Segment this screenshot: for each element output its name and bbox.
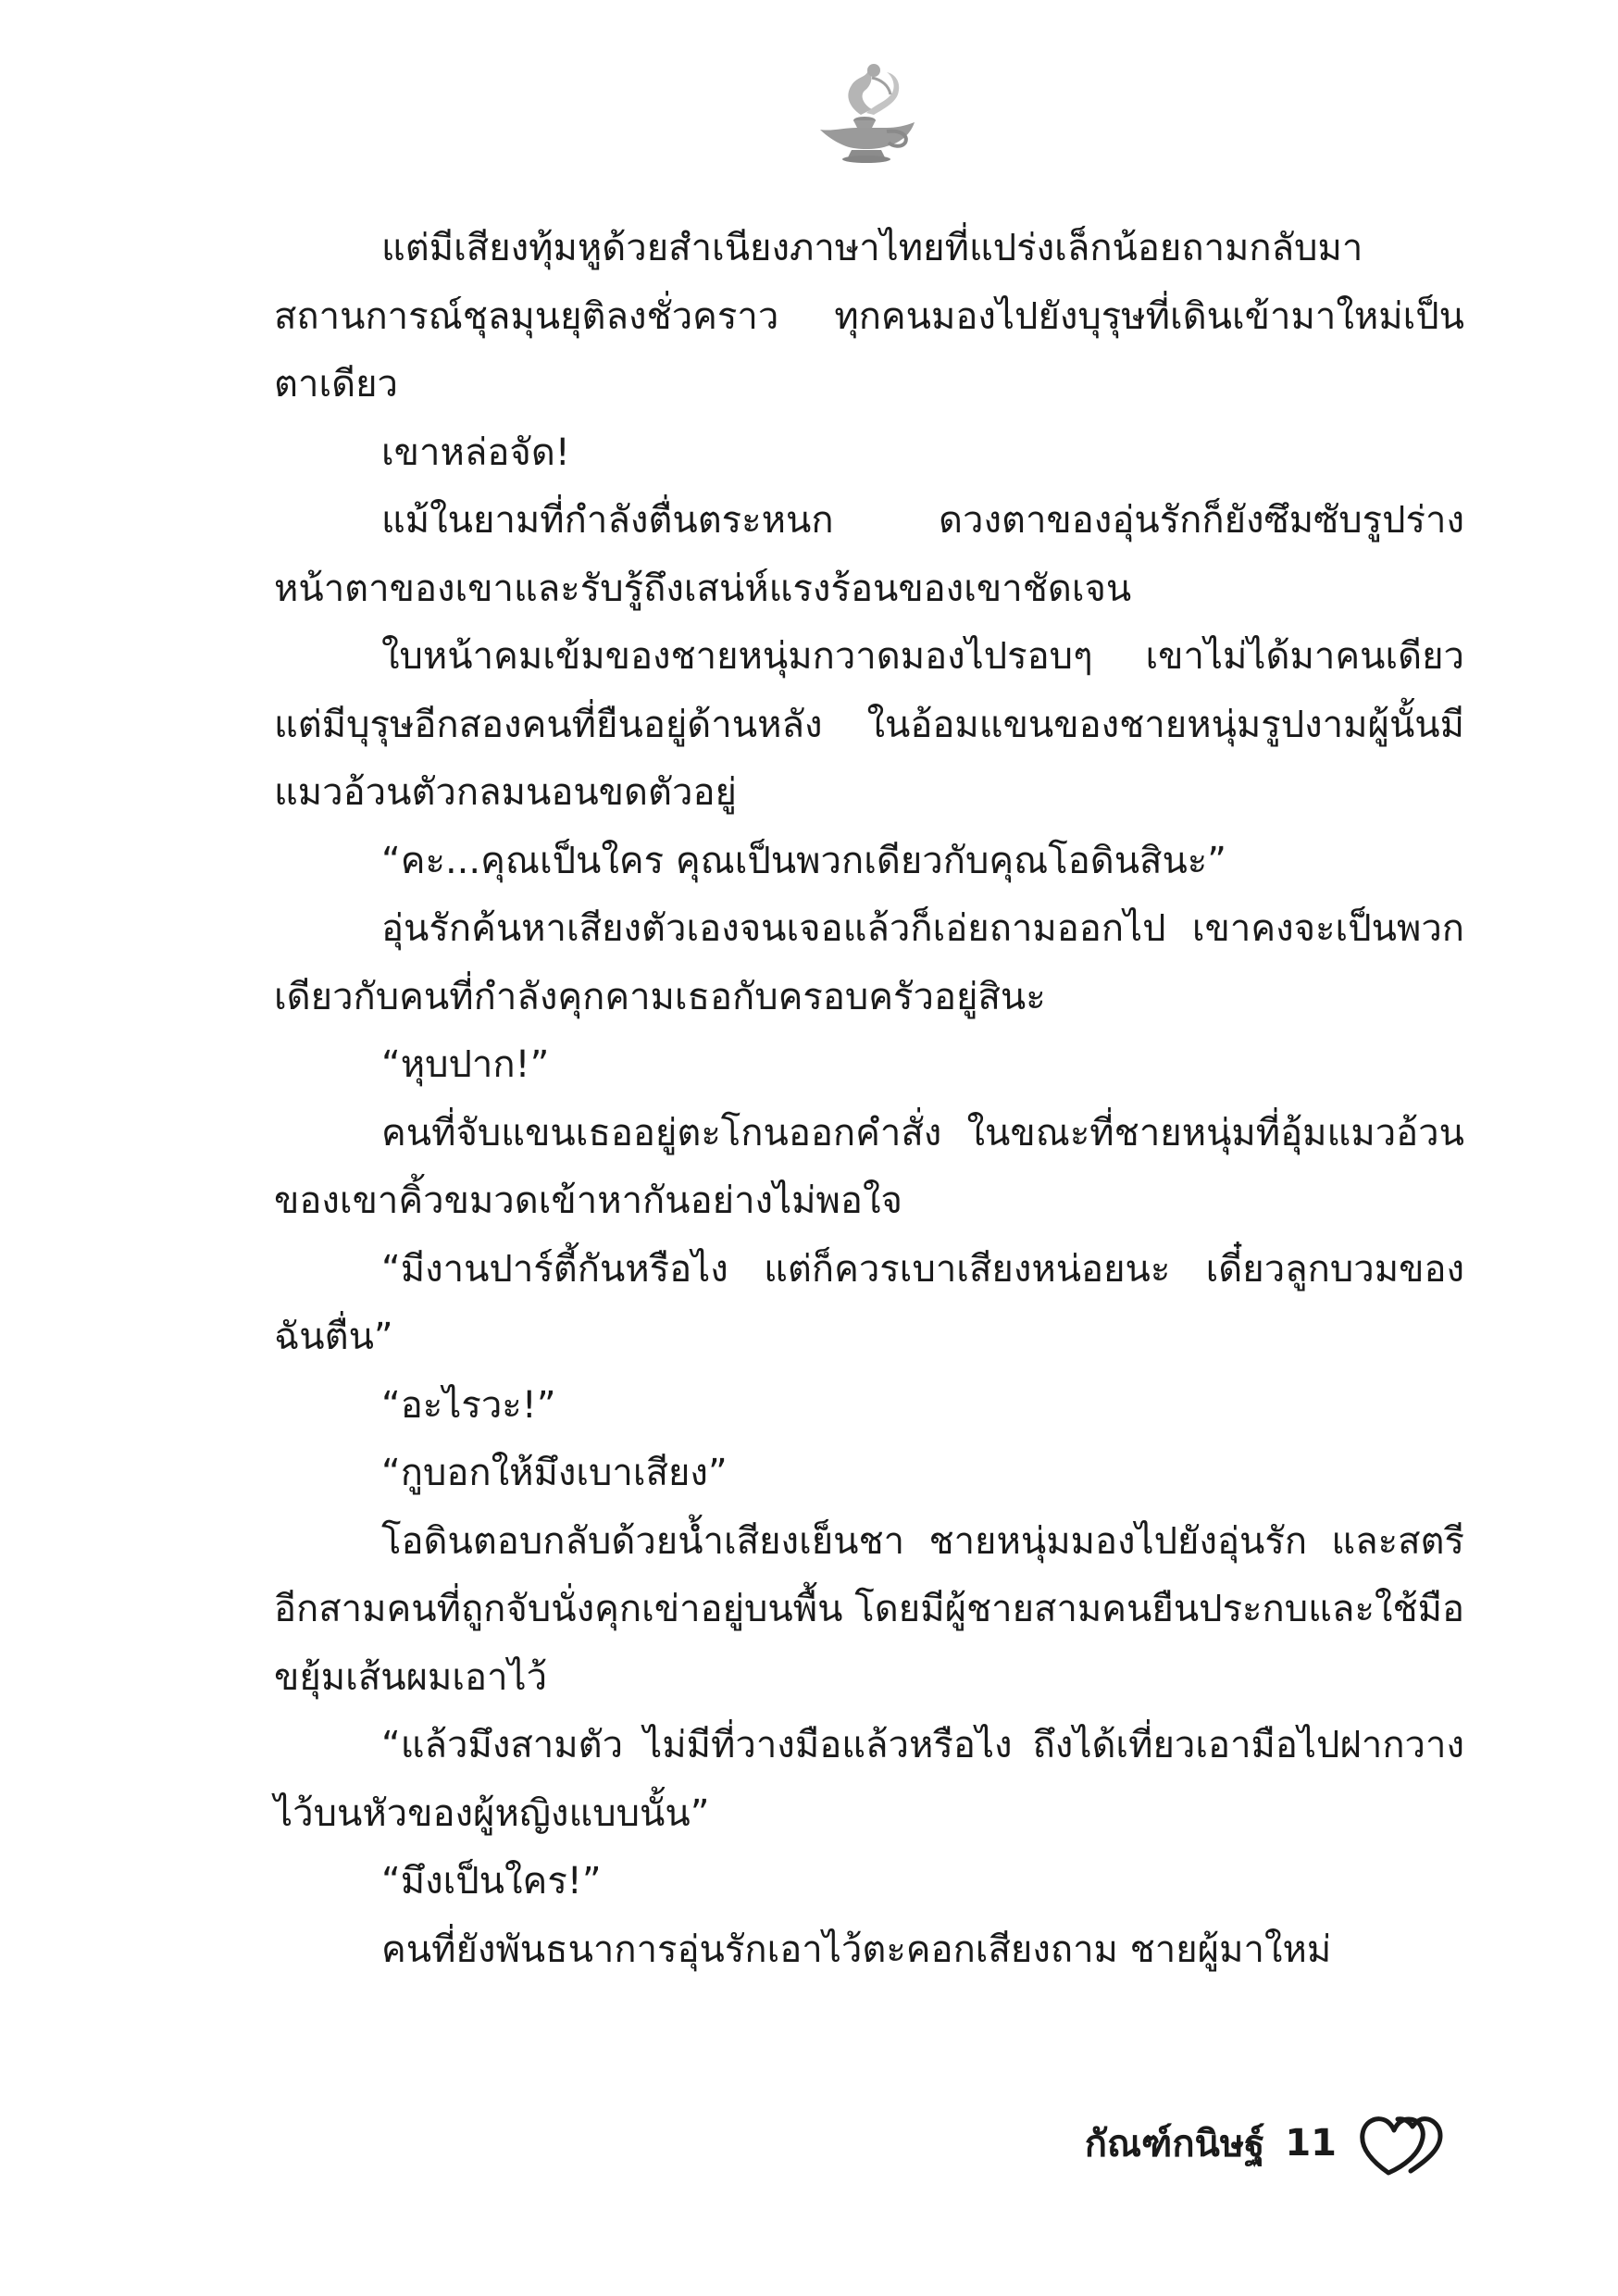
- paragraph: อุ่นรักค้นหาเสียงตัวเองจนเจอแล้วก็เอ่ยถามออกไป เขาคงจะเป็นพวกเดียวกับคนที่กำลังคุกคามเธอกับครอบครัวอยู่สินะ: [274, 907, 1464, 1018]
- paragraph: ใบหน้าคมเข้มของชายหนุ่มกวาดมองไปรอบๆ เขาไม่ได้มาคนเดียว แต่มีบุรุษอีกสองคนที่ยืนอยู่ด้านหลัง ในอ้อมแขนของชายหนุ่มรูปงามผู้นั้นมีแมวอ้วนตัวกลมนอนขดตัวอยู่: [274, 635, 1464, 814]
- paragraph: “อะไรวะ!”: [381, 1383, 556, 1427]
- paragraph: “คะ...คุณเป็นใคร คุณเป็นพวกเดียวกับคุณโอดินสินะ”: [381, 839, 1227, 882]
- genie-lamp-icon: [807, 57, 922, 167]
- book-title: กัณฑ์กนิษฐ์: [1084, 2123, 1265, 2165]
- page-footer: [1085, 2102, 1446, 2185]
- paragraph: “มีงานปาร์ตี้กันหรือไง แต่ก็ควรเบาเสียงหน่อยนะ เดี๋ยวลูกบวมของฉันตื่น”: [274, 1247, 1464, 1358]
- paragraph: “หุบปาก!”: [381, 1043, 550, 1086]
- paragraph: เขาหล่อจัด!: [381, 430, 570, 474]
- paragraph: แต่มีเสียงทุ้มหูด้วยสำเนียงภาษาไทยที่แปร่งเล็กน้อยถามกลับมา สถานการณ์ชุลมุนยุติลงชั่วคราว ทุกคนมองไปยังบุรุษที่เดินเข้ามาใหม่เป็นตาเดียว: [274, 227, 1464, 406]
- paragraph: คนที่ยังพันธนาการอุ่นรักเอาไว้ตะคอกเสียงถาม ชายผู้มาใหม่: [381, 1928, 1332, 1971]
- paragraph: “กูบอกให้มึงเบาเสียง”: [381, 1452, 728, 1494]
- paragraph: แม้ในยามที่กำลังตื่นตระหนก ดวงตาของอุ่นรักก็ยังซึมซับรูปร่างหน้าตาของเขาและรับรู้ถึงเสน่ห์แรงร้อนของเขาชัดเจน: [274, 499, 1464, 610]
- paragraph: “มึงเป็นใคร!”: [381, 1860, 602, 1903]
- paragraph: “แล้วมึงสามตัว ไม่มีที่วางมือแล้วหรือไง ถึงได้เที่ยวเอามือไปฝากวางไว้บนหัวของผู้หญิงแบบนั้น”: [274, 1724, 1464, 1835]
- paragraph: คนที่จับแขนเธออยู่ตะโกนออกคำสั่ง ในขณะที่ชายหนุ่มที่อุ้มแมวอ้วนของเขาคิ้วขมวดเข้าหากันอย่างไม่พอใจ: [274, 1111, 1464, 1222]
- double-heart-icon: [1357, 2106, 1446, 2180]
- page-number: 11: [1285, 2122, 1337, 2165]
- body-text: [274, 215, 1464, 1984]
- paragraph: โอดินตอบกลับด้วยน้ำเสียงเย็นชา ชายหนุ่มมองไปยังอุ่นรัก และสตรีอีกสามคนที่ถูกจับนั่งคุกเข่าอยู่บนพื้น โดยมีผู้ชายสามคนยืนประกบและใช้มือขยุ้มเส้นผมเอาไว้: [274, 1519, 1464, 1699]
